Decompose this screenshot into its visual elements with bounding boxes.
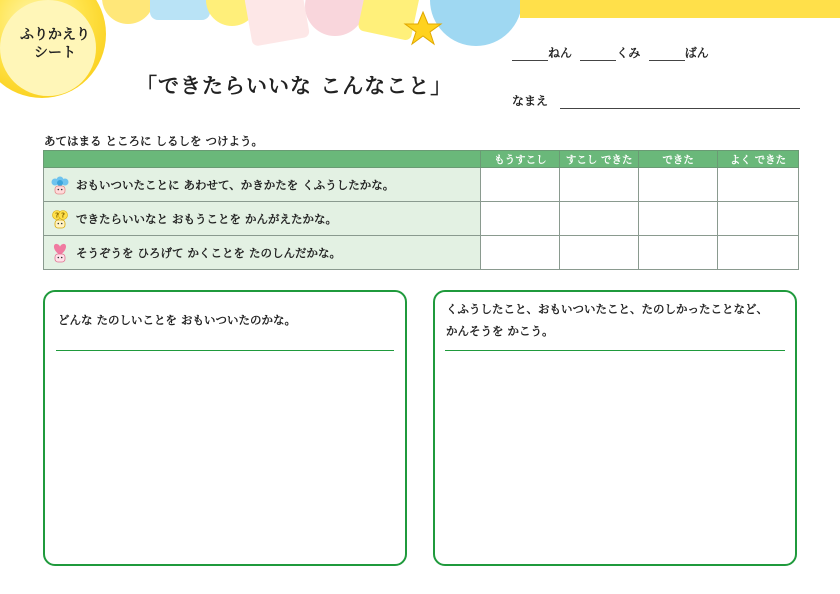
page-title: 「できたらいいな こんなこと」 — [136, 74, 453, 98]
badge-line2: シート — [34, 45, 76, 61]
rating-cell[interactable] — [639, 236, 718, 270]
row-item-cell — [44, 202, 481, 236]
grade-label: ねん — [548, 46, 573, 60]
instruction-text: あてはまる ところに しるしを つけよう。 — [44, 134, 264, 148]
right-box-prompt-line2: かんそうを かこう。 — [446, 324, 554, 338]
badge-line1: ふりかえり — [20, 27, 90, 43]
rating-cell[interactable] — [639, 168, 718, 202]
name-label: なまえ — [512, 94, 549, 108]
header-blank-cell — [44, 151, 481, 168]
left-box-divider — [56, 350, 394, 351]
rating-cell[interactable] — [560, 168, 639, 202]
rating-cell[interactable] — [718, 236, 799, 270]
rating-cell[interactable] — [481, 236, 560, 270]
column-header: できた — [639, 151, 718, 168]
row-item-text: できたらいいなと おもうことを かんがえたかな。 — [76, 211, 338, 226]
rating-cell[interactable] — [718, 202, 799, 236]
right-box-divider — [445, 350, 785, 351]
row-item-cell — [44, 236, 481, 270]
row-item-text: そうぞうを ひろげて かくことを たのしんだかな。 — [76, 245, 342, 260]
rating-cell[interactable] — [481, 202, 560, 236]
table-header-row — [44, 151, 799, 168]
blue-flower-character-icon — [50, 174, 70, 196]
right-box-prompt-line1: くふうしたこと、おもいついたこと、たのしかったことなど、 — [446, 302, 768, 316]
column-header: もうすこし — [481, 151, 560, 168]
class-info — [512, 44, 709, 61]
sheet-badge — [0, 0, 106, 98]
yellow-question-character-icon — [50, 208, 70, 230]
column-header: すこし できた — [560, 151, 639, 168]
name-info — [512, 92, 800, 109]
number-blank[interactable] — [649, 60, 685, 61]
rating-cell[interactable] — [639, 202, 718, 236]
row-item-text: おもいついたことに あわせて、かきかたを くふうしたかな。 — [76, 177, 395, 192]
svg-text:?: ? — [54, 211, 60, 219]
rating-cell[interactable] — [718, 168, 799, 202]
class-blank[interactable] — [580, 60, 616, 61]
table-row — [44, 202, 799, 236]
pink-heart-character-icon — [50, 242, 70, 264]
table-row — [44, 168, 799, 202]
left-box-prompt: どんな たのしいことを おもいついたのかな。 — [58, 313, 297, 327]
table-row — [44, 236, 799, 270]
self-evaluation-table — [43, 150, 799, 270]
right-box-prompt — [446, 298, 768, 342]
row-item-cell — [44, 168, 481, 202]
rating-cell[interactable] — [560, 202, 639, 236]
column-header: よく できた — [718, 151, 799, 168]
rating-cell[interactable] — [481, 168, 560, 202]
svg-text:?: ? — [60, 211, 66, 219]
class-label: くみ — [616, 46, 641, 60]
name-blank[interactable] — [560, 108, 800, 109]
badge-label — [12, 26, 98, 62]
number-label: ばん — [684, 46, 709, 60]
left-writing-box[interactable] — [43, 290, 407, 566]
rating-cell[interactable] — [560, 236, 639, 270]
grade-blank[interactable] — [512, 60, 548, 61]
header-yellow-band — [520, 0, 840, 18]
